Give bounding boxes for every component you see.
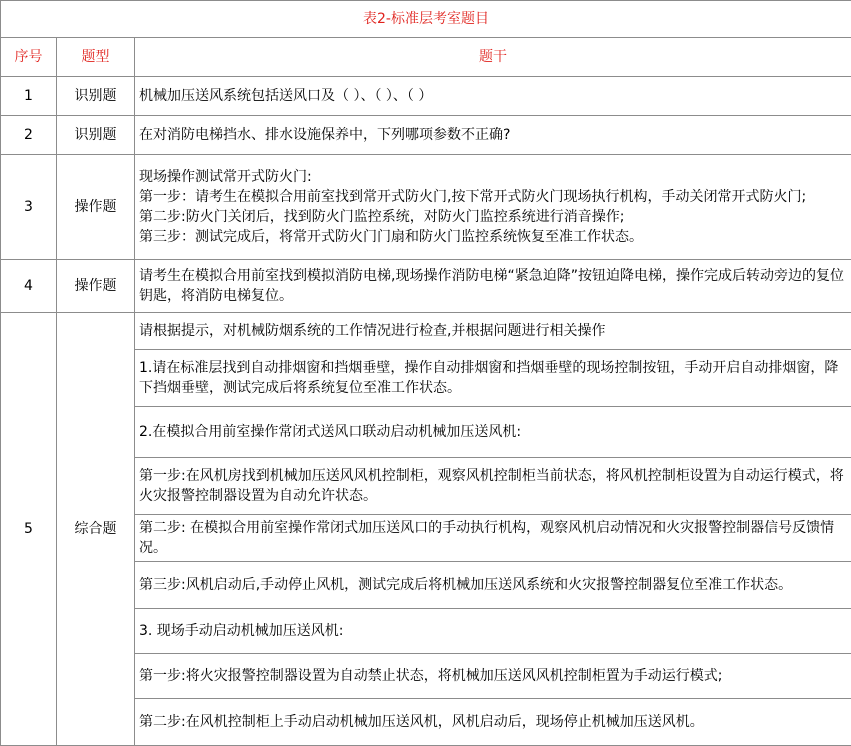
header-row [1,38,851,77]
row-stem [135,155,851,260]
table-row [1,116,851,155]
title-row [1,1,851,38]
row-type: 识别题 [57,116,135,155]
sub-stem: 3. 现场手动启动机械加压送风机: [135,609,851,654]
sub-stem: 请根据提示，对机械防烟系统的工作情况进行检查,并根据问题进行相关操作 [135,313,851,350]
header-stem: 题干 [135,38,851,77]
table-row [1,260,851,313]
row-number: 3 [1,155,57,260]
row-type: 识别题 [57,77,135,116]
sub-stem: 第一步:在风机房找到机械加压送风风机控制柜，观察风机控制柜当前状态，将风机控制柜设置为自动运行模式，将火灾报警控制器设置为自动允许状态。 [135,458,851,515]
sub-stem: 第二步: 在模拟合用前室操作常闭式加压送风口的手动执行机构，观察风机启动情况和火灾报警控制器信号反馈情况。 [135,515,851,562]
row-stem: 机械加压送风系统包括送风口及（ ）、（ ）、（ ） [135,77,851,116]
row-type: 操作题 [57,155,135,260]
row-stem: 在对消防电梯挡水、排水设施保养中，下列哪项参数不正确? [135,116,851,155]
row-type: 综合题 [57,313,135,746]
table-title: 表2-标准层考室题目 [1,1,851,38]
row-stem: 请考生在模拟合用前室找到模拟消防电梯,现场操作消防电梯“紧急迫降”按钮迫降电梯，操作完成后转动旁边的复位钥匙，将消防电梯复位。 [135,260,851,313]
sub-stem: 第二步:在风机控制柜上手动启动机械加压送风机，风机启动后，现场停止机械加压送风机。 [135,699,851,746]
row-number: 1 [1,77,57,116]
stem-line: 现场操作测试常开式防火门: [139,167,847,187]
row-number: 5 [1,313,57,746]
sub-stem: 1.请在标准层找到自动排烟窗和挡烟垂壁，操作自动排烟窗和挡烟垂壁的现场控制按钮，手动开启自动排烟窗，降下挡烟垂壁，测试完成后将系统复位至准工作状态。 [135,350,851,407]
sub-stem: 第三步:风机启动后,手动停止风机，测试完成后将机械加压送风系统和火灾报警控制器复位至准工作状态。 [135,562,851,609]
sub-stem: 第一步:将火灾报警控制器设置为自动禁止状态，将机械加压送风风机控制柜置为手动运行模式; [135,654,851,699]
row-number: 4 [1,260,57,313]
table-row [1,77,851,116]
table-row [1,155,851,260]
stem-line: 第一步：请考生在模拟合用前室找到常开式防火门,按下常开式防火门现场执行机构，手动关闭常开式防火门; [139,187,847,207]
row-number: 2 [1,116,57,155]
stem-line: 第二步:防火门关闭后，找到防火门监控系统，对防火门监控系统进行消音操作; [139,207,847,227]
row-type: 操作题 [57,260,135,313]
sub-stem: 2.在模拟合用前室操作常闭式送风口联动启动机械加压送风机: [135,407,851,458]
stem-line: 第三步：测试完成后，将常开式防火门门扇和防火门监控系统恢复至准工作状态。 [139,227,847,247]
header-type: 题型 [57,38,135,77]
table-row [1,313,851,350]
header-number: 序号 [1,38,57,77]
